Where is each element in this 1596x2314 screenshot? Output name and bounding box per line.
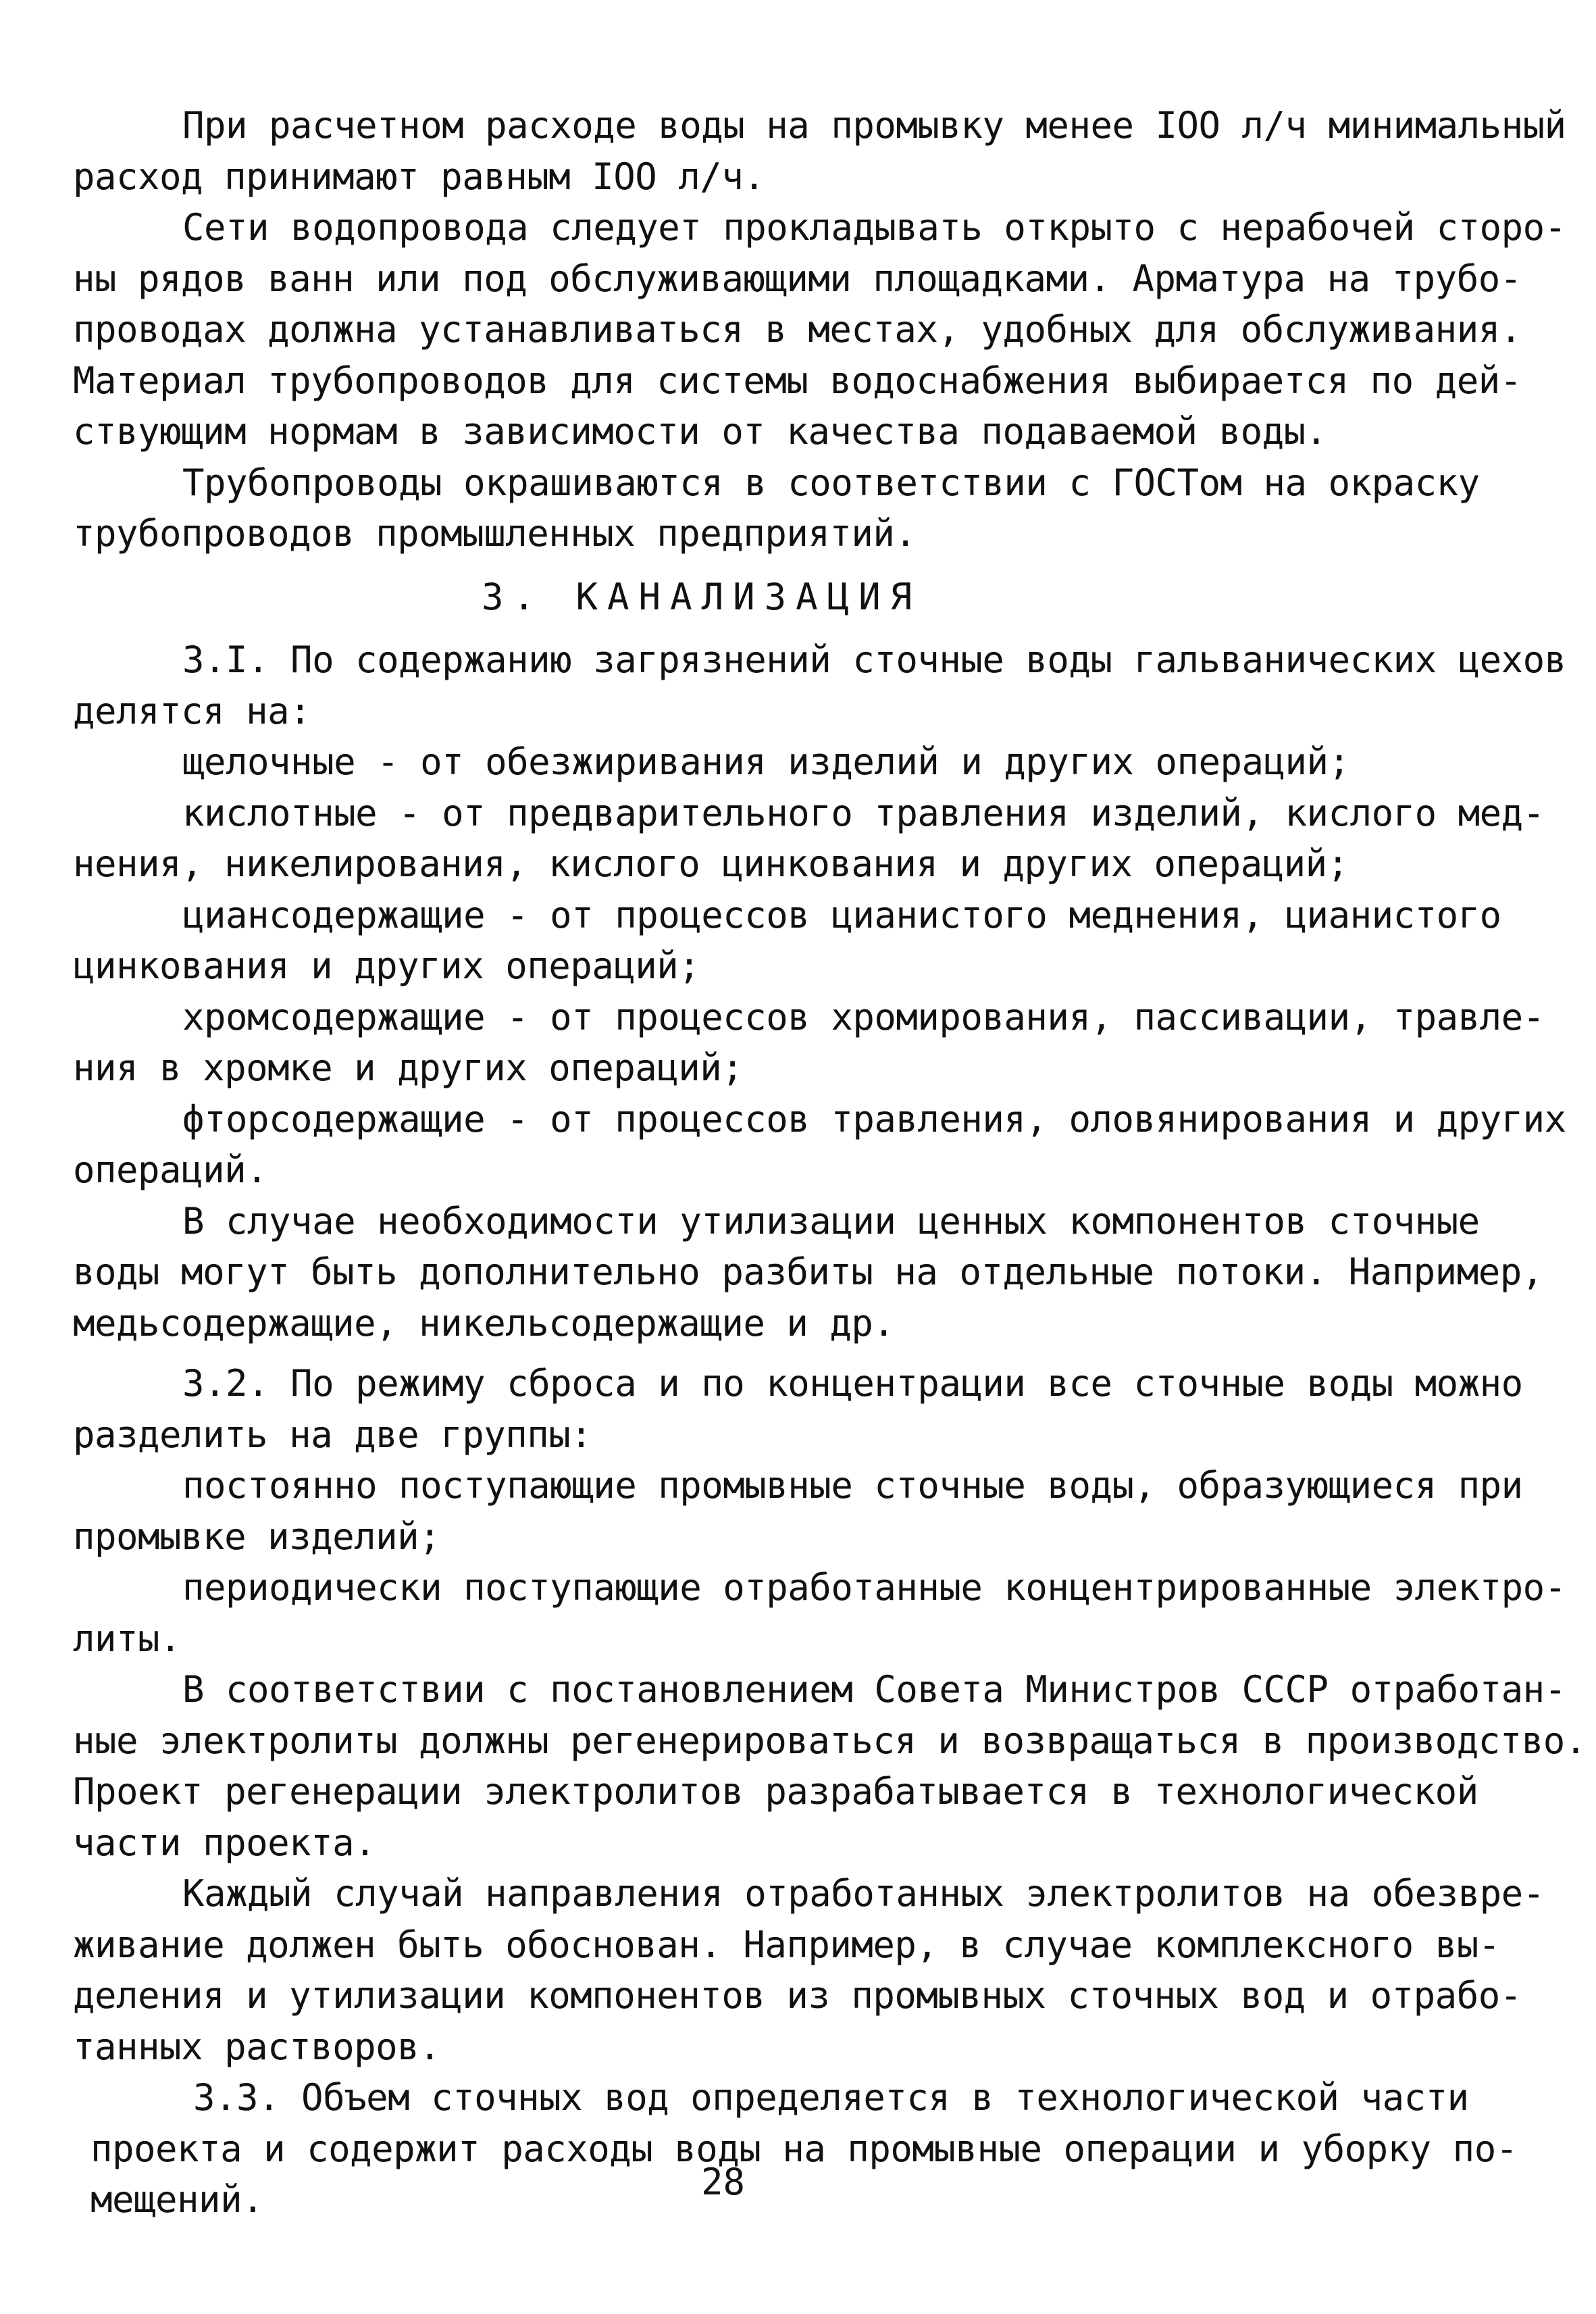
text-line: разделить на две группы: <box>73 1413 592 1456</box>
text-line: ствующим нормам в зависимости от качества подаваемой воды. <box>73 410 1327 453</box>
text-line: мещений. <box>91 2178 264 2221</box>
text-line: расход принимают равным IOO л/ч. <box>73 155 765 198</box>
text-line: части проекта. <box>73 1821 376 1864</box>
text-line: 3.I. По содержанию загрязнений сточные воды гальванических цехов <box>182 638 1566 681</box>
text-line: деления и утилизации компонентов из промывных сточных вод и отрабо- <box>73 1974 1522 2017</box>
page-number: 28 <box>701 2161 746 2203</box>
text-line: цинкования и других операций; <box>73 945 700 987</box>
text-line: постоянно поступающие промывные сточные воды, образующиеся при <box>182 1464 1523 1507</box>
text-line: Сети водопровода следует прокладывать открыто с нерабочей сторо- <box>182 206 1566 249</box>
text-line: периодически поступающие отработанные концентрированные электро- <box>182 1566 1566 1609</box>
text-line: кислотные - от предварительного травления изделий, кислого мед- <box>182 791 1545 834</box>
text-line: литы. <box>73 1617 182 1660</box>
text-line: В случае необходимости утилизации ценных компонентов сточные <box>182 1199 1480 1242</box>
text-line: При расчетном расходе воды на промывку менее IOO л/ч минимальный <box>182 104 1566 147</box>
text-line: нения, никелирования, кислого цинкования и других операций; <box>73 842 1349 885</box>
text-line: Материал трубопроводов для системы водоснабжения выбирается по дей- <box>73 359 1522 402</box>
text-line: ные электролиты должны регенерироваться и возвращаться в производство. <box>73 1719 1587 1762</box>
text-line: 3.3. Объем сточных вод определяется в технологической части <box>193 2076 1469 2119</box>
text-line: живание должен быть обоснован. Например, в случае комплексного вы- <box>73 1923 1500 1966</box>
text-line: промывке изделий; <box>73 1515 441 1558</box>
text-line: щелочные - от обезжиривания изделий и других операций; <box>182 740 1350 783</box>
text-line: Каждый случай направления отработанных электролитов на обезвре- <box>182 1872 1545 1915</box>
text-line: 3.2. По режиму сброса и по концентрации все сточные воды можно <box>182 1362 1523 1405</box>
text-line: Проект регенерации электролитов разрабатывается в технологической <box>73 1770 1478 1813</box>
text-line: делятся на: <box>73 689 311 732</box>
text-line: В соответствии с постановлением Совета Министров СССР отработан- <box>182 1668 1566 1711</box>
text-line: ния в хромке и других операций; <box>73 1047 744 1089</box>
text-line: воды могут быть дополнительно разбиты на отдельные потоки. Например, <box>73 1251 1543 1293</box>
text-line: танных растворов. <box>73 2025 441 2068</box>
document-text <box>73 100 1587 2225</box>
text-line: трубопроводов промышленных предприятий. <box>73 512 917 555</box>
text-line: хромсодержащие - от процессов хромирования, пассивации, травле- <box>182 995 1545 1038</box>
text-line: проводах должна устанавливаться в местах, удобных для обслуживания. <box>73 308 1522 351</box>
text-line: Трубопроводы окрашиваются в соответствии с ГОСТом на окраску <box>182 461 1480 504</box>
text-line: операций. <box>73 1149 268 1191</box>
text-line: циансодержащие - от процессов цианистого меднения, цианистого <box>182 893 1501 936</box>
section-heading: 3. КАНАЛИЗАЦИЯ <box>482 575 922 618</box>
text-line: медьсодержащие, никельсодержащие и др. <box>73 1301 895 1344</box>
text-line: фторсодержащие - от процессов травления, оловянирования и других <box>182 1097 1566 1140</box>
text-line: ны рядов ванн или под обслуживающими площадками. Арматура на трубо- <box>73 257 1522 300</box>
text-line: проекта и содержит расходы воды на промывные операции и уборку по- <box>91 2127 1518 2170</box>
